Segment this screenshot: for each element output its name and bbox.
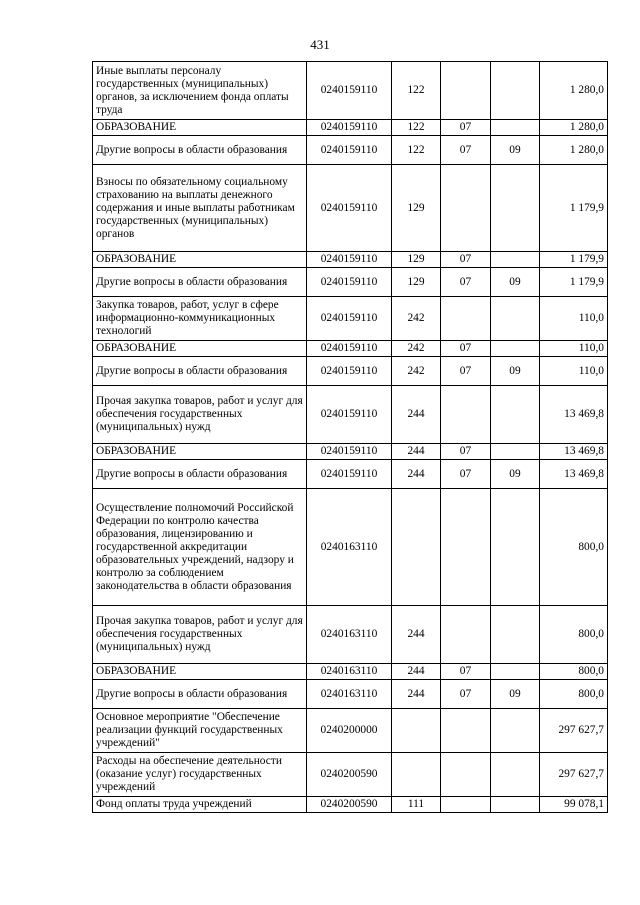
row-name-cell: ОБРАЗОВАНИЕ [93, 120, 307, 136]
amount-cell: 1 280,0 [540, 120, 608, 136]
row-name-cell: Другие вопросы в области образования [93, 680, 307, 709]
target-article-cell: 0240163110 [307, 664, 392, 680]
subsection-cell: 09 [491, 680, 540, 709]
subsection-cell [491, 664, 540, 680]
amount-cell: 110,0 [540, 297, 608, 341]
table-row [93, 444, 608, 460]
expense-type-cell: 129 [392, 252, 441, 268]
budget-table-body [93, 62, 608, 813]
table-row [93, 297, 608, 341]
subsection-cell [491, 297, 540, 341]
table-row [93, 460, 608, 489]
subsection-cell: 09 [491, 136, 540, 165]
subsection-cell [491, 606, 540, 664]
expense-type-cell: 129 [392, 165, 441, 252]
subsection-cell [491, 386, 540, 444]
table-row [93, 341, 608, 357]
row-name-cell: Закупка товаров, работ, услуг в сфере информационно-коммуникационных технологий [93, 297, 307, 341]
row-name-cell: Основное мероприятие "Обеспечение реализации функций государственных учреждений" [93, 709, 307, 753]
subsection-cell [491, 120, 540, 136]
section-cell: 07 [441, 252, 491, 268]
table-row [93, 606, 608, 664]
expense-type-cell [392, 709, 441, 753]
subsection-cell [491, 62, 540, 120]
subsection-cell: 09 [491, 460, 540, 489]
section-cell [441, 797, 491, 813]
row-name-cell: ОБРАЗОВАНИЕ [93, 444, 307, 460]
amount-cell: 1 280,0 [540, 62, 608, 120]
target-article-cell: 0240159110 [307, 386, 392, 444]
target-article-cell: 0240159110 [307, 297, 392, 341]
row-name-cell: Прочая закупка товаров, работ и услуг для обеспечения государственных (муниципальных) нужд [93, 606, 307, 664]
table-row [93, 62, 608, 120]
amount-cell: 1 280,0 [540, 136, 608, 165]
target-article-cell: 0240159110 [307, 268, 392, 297]
section-cell [441, 489, 491, 606]
expense-type-cell: 111 [392, 797, 441, 813]
section-cell [441, 386, 491, 444]
table-row [93, 357, 608, 386]
table-row [93, 386, 608, 444]
subsection-cell [491, 444, 540, 460]
section-cell: 07 [441, 120, 491, 136]
target-article-cell: 0240200590 [307, 797, 392, 813]
expense-type-cell: 242 [392, 357, 441, 386]
expense-type-cell: 242 [392, 341, 441, 357]
expense-type-cell: 129 [392, 268, 441, 297]
expense-type-cell: 122 [392, 62, 441, 120]
target-article-cell: 0240159110 [307, 357, 392, 386]
amount-cell: 13 469,8 [540, 386, 608, 444]
table-row [93, 753, 608, 797]
subsection-cell [491, 753, 540, 797]
expense-type-cell [392, 489, 441, 606]
expense-type-cell: 244 [392, 386, 441, 444]
row-name-cell: ОБРАЗОВАНИЕ [93, 341, 307, 357]
target-article-cell: 0240159110 [307, 165, 392, 252]
expense-type-cell: 242 [392, 297, 441, 341]
amount-cell: 297 627,7 [540, 709, 608, 753]
expense-type-cell: 244 [392, 460, 441, 489]
row-name-cell: Другие вопросы в области образования [93, 357, 307, 386]
amount-cell: 297 627,7 [540, 753, 608, 797]
target-article-cell: 0240159110 [307, 62, 392, 120]
target-article-cell: 0240200590 [307, 753, 392, 797]
row-name-cell: Взносы по обязательному социальному страхованию на выплаты денежного содержания и иные выплаты работникам государственных (муниципальных) органов [93, 165, 307, 252]
amount-cell: 1 179,9 [540, 252, 608, 268]
target-article-cell: 0240159110 [307, 444, 392, 460]
row-name-cell: Расходы на обеспечение деятельности (оказание услуг) государственных учреждений [93, 753, 307, 797]
expense-type-cell: 122 [392, 120, 441, 136]
subsection-cell: 09 [491, 357, 540, 386]
subsection-cell: 09 [491, 268, 540, 297]
expense-type-cell: 244 [392, 444, 441, 460]
section-cell: 07 [441, 664, 491, 680]
section-cell [441, 753, 491, 797]
amount-cell: 1 179,9 [540, 268, 608, 297]
subsection-cell [491, 165, 540, 252]
expense-type-cell: 244 [392, 664, 441, 680]
row-name-cell: ОБРАЗОВАНИЕ [93, 664, 307, 680]
section-cell: 07 [441, 460, 491, 489]
amount-cell: 800,0 [540, 680, 608, 709]
target-article-cell: 0240159110 [307, 341, 392, 357]
section-cell [441, 62, 491, 120]
row-name-cell: ОБРАЗОВАНИЕ [93, 252, 307, 268]
amount-cell: 800,0 [540, 664, 608, 680]
amount-cell: 1 179,9 [540, 165, 608, 252]
target-article-cell: 0240163110 [307, 680, 392, 709]
row-name-cell: Другие вопросы в области образования [93, 136, 307, 165]
section-cell [441, 606, 491, 664]
target-article-cell: 0240163110 [307, 606, 392, 664]
budget-table [92, 61, 608, 813]
section-cell: 07 [441, 444, 491, 460]
amount-cell: 800,0 [540, 606, 608, 664]
section-cell [441, 165, 491, 252]
target-article-cell: 0240163110 [307, 489, 392, 606]
section-cell: 07 [441, 680, 491, 709]
table-row [93, 797, 608, 813]
subsection-cell [491, 252, 540, 268]
table-row [93, 489, 608, 606]
amount-cell: 99 078,1 [540, 797, 608, 813]
expense-type-cell [392, 753, 441, 797]
subsection-cell [491, 489, 540, 606]
expense-type-cell: 244 [392, 606, 441, 664]
table-row [93, 136, 608, 165]
section-cell: 07 [441, 357, 491, 386]
subsection-cell [491, 797, 540, 813]
table-row [93, 268, 608, 297]
target-article-cell: 0240159110 [307, 460, 392, 489]
subsection-cell [491, 709, 540, 753]
table-row [93, 120, 608, 136]
target-article-cell: 0240159110 [307, 252, 392, 268]
table-row [93, 165, 608, 252]
section-cell [441, 709, 491, 753]
target-article-cell: 0240159110 [307, 136, 392, 165]
row-name-cell: Иные выплаты персоналу государственных (муниципальных) органов, за исключением фонда оплаты труда [93, 62, 307, 120]
amount-cell: 800,0 [540, 489, 608, 606]
row-name-cell: Другие вопросы в области образования [93, 268, 307, 297]
section-cell: 07 [441, 136, 491, 165]
subsection-cell [491, 341, 540, 357]
table-row [93, 664, 608, 680]
amount-cell: 13 469,8 [540, 444, 608, 460]
row-name-cell: Фонд оплаты труда учреждений [93, 797, 307, 813]
amount-cell: 13 469,8 [540, 460, 608, 489]
table-row [93, 709, 608, 753]
expense-type-cell: 244 [392, 680, 441, 709]
section-cell: 07 [441, 268, 491, 297]
page-number: 431 [310, 37, 330, 52]
target-article-cell: 0240159110 [307, 120, 392, 136]
amount-cell: 110,0 [540, 357, 608, 386]
target-article-cell: 0240200000 [307, 709, 392, 753]
amount-cell: 110,0 [540, 341, 608, 357]
section-cell: 07 [441, 341, 491, 357]
row-name-cell: Другие вопросы в области образования [93, 460, 307, 489]
table-row [93, 252, 608, 268]
table-row [93, 680, 608, 709]
expense-type-cell: 122 [392, 136, 441, 165]
section-cell [441, 297, 491, 341]
row-name-cell: Осуществление полномочий Российской Федерации по контролю качества образования, лицензированию и государственной аккредитации образовательных учреждений, надзору и контролю за соблюдением законодательства в области образования [93, 489, 307, 606]
row-name-cell: Прочая закупка товаров, работ и услуг для обеспечения государственных (муниципальных) нужд [93, 386, 307, 444]
